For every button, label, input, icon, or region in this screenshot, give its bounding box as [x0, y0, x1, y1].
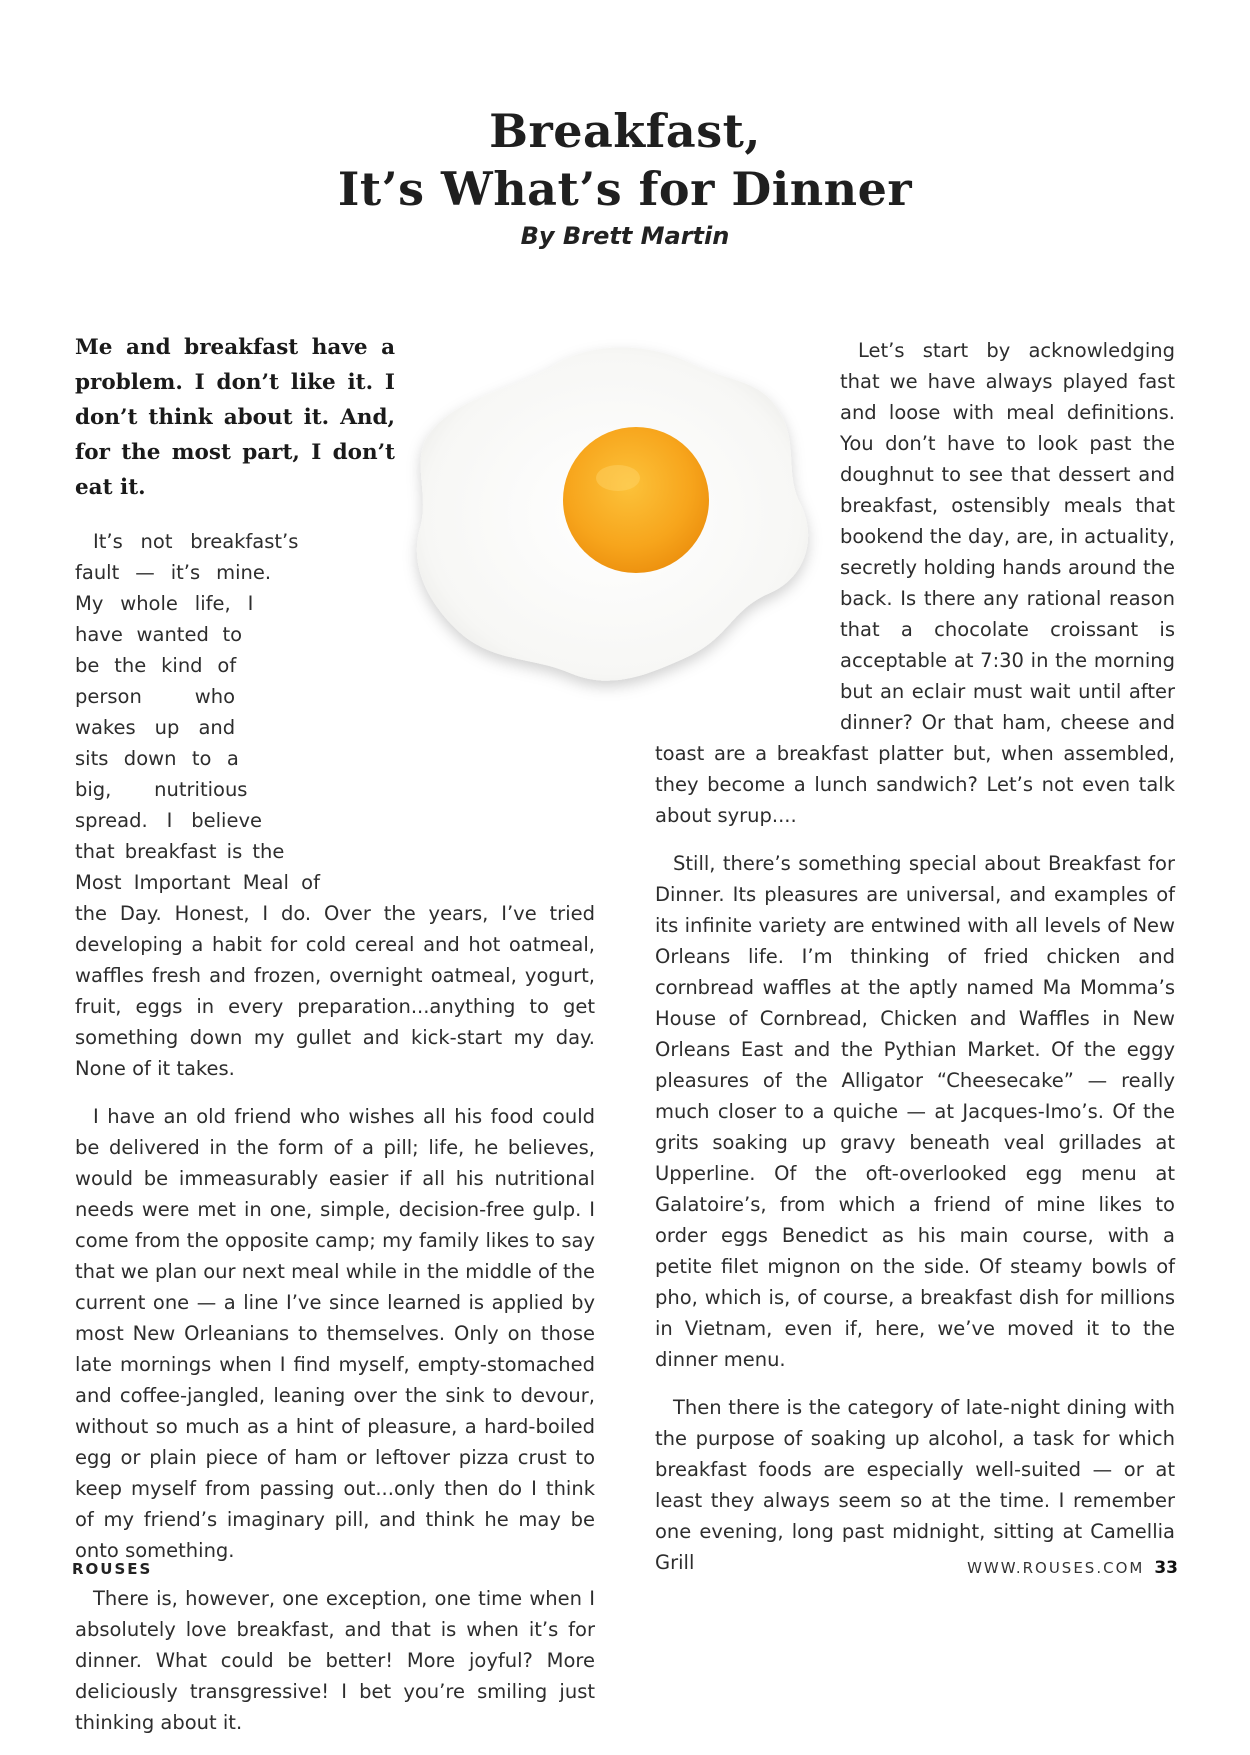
footer-right — [967, 1558, 1178, 1578]
left-paragraph-3: There is, however, one exception, one time when I absolutely love breakfast, and that is when it’s for dinner. What could be better! More joyful? More deliciously transgressive! I bet you’re smiling just thinking about it. — [75, 1587, 595, 1734]
title-line-2: It’s What’s for Dinner — [337, 162, 913, 216]
left-paragraph-2: I have an old friend who wishes all his food could be delivered in the form of a pill; life, he believes, would be immeasurably easier if all his nutritional needs were met in one, simple, decision-free gulp. I come from the opposite camp; my family likes to say that we plan our next meal while in the middle of the current one — a line I’ve since learned is applied by most New Orleanians to themselves. Only on those late mornings when I find myself, empty-stomached and coffee-jangled, leaning over the sink to devour, without so much as a hint of pleasure, a hard-boiled egg or plain piece of ham or leftover pizza crust to keep myself from passing out...only then do I think of my friend’s imaginary pill, and think he may be onto something. — [75, 1105, 595, 1562]
right-paragraph-3: Then there is the category of late-night dining with the purpose of soaking up alcohol, a task for which breakfast foods are especially well-suited — or at least they always seem so at the time. I remember one evening, long past midnight, sitting at Camellia Grill — [655, 1396, 1175, 1574]
right-paragraph-2: Still, there’s something special about Breakfast for Dinner. Its pleasures are universal, and examples of its infinite variety are entwined with all levels of New Orleans life. I’m thinking of fried chicken and cornbread waffles at the aptly named Ma Momma’s House of Cornbread, Chicken and Waffles in New Orleans East and the Pythian Market. Of the eggy pleasures of the Alligator “Cheesecake” — really much closer to a quiche — at Jacques-Imo’s. Of the grits soaking up gravy beneath veal grillades at Upperline. Of the oft-overlooked egg menu at Galatoire’s, from which a friend of mine likes to order eggs Benedict as his main course, with a petite filet mignon on the side. Of steamy bowls of pho, which is, of course, a breakfast dish for millions in Vietnam, even if, here, we’ve moved it to the dinner menu. — [655, 852, 1175, 1371]
right-paragraph-1: Let’s start by acknowledging that we have always played fast and loose with meal definitions. You don’t have to look past the doughnut to see that dessert and breakfast, ostensibly meals that bookend the day, are, in actuality, secretly holding hands around the back. Is there any rational reason that a chocolate croissant is acceptable at 7:30 in the morning but an eclair must wait until after dinner? Or that ham, cheese and toast are a breakfast platter but, when assembled, they become a lunch sandwich? Let’s not even talk about syrup.... — [655, 339, 1175, 827]
intro-paragraph: Me and breakfast have a problem. I don’t like it. I don’t think about it. And, for the most part, I don’t eat it. — [75, 335, 395, 500]
footer-url[interactable]: WWW.ROUSES.COM — [967, 1559, 1145, 1577]
article-title — [0, 102, 1250, 218]
left-column — [75, 526, 595, 1755]
page-number: 33 — [1154, 1558, 1178, 1578]
footer-brand: ROUSES — [72, 1560, 153, 1578]
left-paragraph-1: It’s not breakfast’s fault — it’s mine. My whole life, I have wanted to be the kind of person who wakes up and sits down to a big, nutritious spread. I believe that breakfast is the Most Important Meal of the Day. Honest, I do. Over the years, I’ve tried developing a habit for cold cereal and hot oatmeal, waffles fresh and frozen, overnight oatmeal, yogurt, fruit, eggs in every preparation...anything to get something down my gullet and kick-start my day. None of it takes. — [75, 530, 595, 1080]
right-column — [655, 335, 1175, 1595]
title-line-1: Breakfast, — [489, 104, 761, 158]
byline: By Brett Martin — [520, 222, 730, 250]
